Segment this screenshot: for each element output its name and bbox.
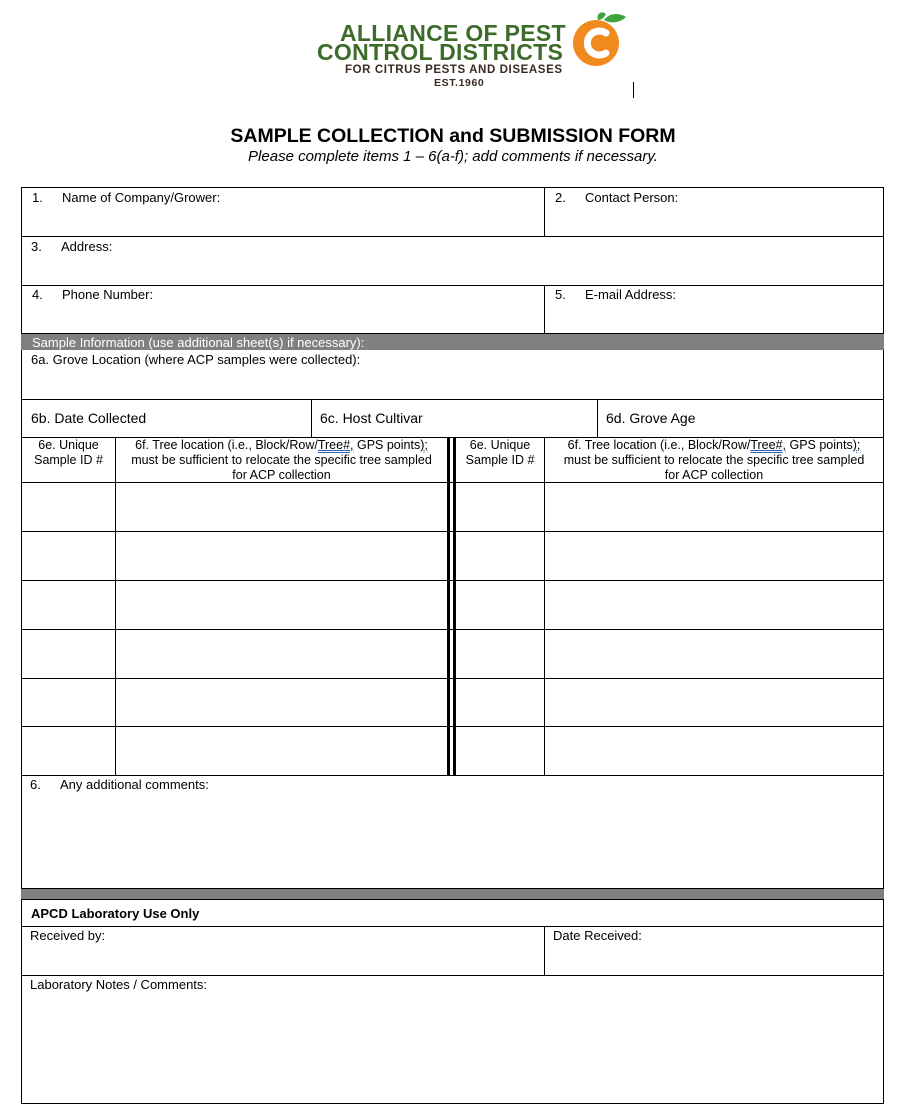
text-cursor <box>633 82 634 98</box>
phone-number-label: Phone Number: <box>62 287 154 302</box>
left-tree-location-cell[interactable] <box>116 532 447 580</box>
logo-established: EST.1960 <box>434 77 485 89</box>
left-tree-location-cell[interactable] <box>116 630 447 678</box>
header-line: 6e. Unique <box>469 438 531 452</box>
logo-text-line1: ALLIANCE OF PEST <box>340 20 566 46</box>
rule <box>21 1103 884 1104</box>
logo-tagline: FOR CITRUS PESTS AND DISEASES <box>345 64 563 76</box>
left-sample-id-cell[interactable] <box>22 679 115 726</box>
host-cultivar-field[interactable] <box>312 400 597 437</box>
header-line: 6e. Unique <box>38 438 99 452</box>
field-number: 5. <box>555 287 566 302</box>
header-line: Sample ID # <box>34 453 103 467</box>
right-sample-id-cell[interactable] <box>456 630 544 678</box>
header-text: GPS points <box>786 438 853 452</box>
additional-comments-label: Any additional comments: <box>60 777 209 792</box>
header-line: for ACP collection <box>232 468 331 482</box>
right-tree-location-cell[interactable] <box>545 532 883 580</box>
left-tree-location-header <box>116 438 447 483</box>
header-text: GPS points <box>353 438 421 452</box>
right-tree-location-cell[interactable] <box>545 630 883 678</box>
date-received-label: Date Received: <box>553 928 642 943</box>
lab-section-heading: APCD Laboratory Use Only <box>31 906 200 921</box>
contact-person-label: Contact Person: <box>585 190 679 205</box>
border-right <box>883 187 884 1104</box>
company-name-label: Name of Company/Grower: <box>62 190 221 205</box>
received-by-label: Received by: <box>30 928 106 943</box>
right-tree-location-cell[interactable] <box>545 581 883 629</box>
email-address-label: E-mail Address: <box>585 287 677 302</box>
right-sample-id-cell[interactable] <box>456 483 544 531</box>
left-sample-id-cell[interactable] <box>22 581 115 629</box>
laboratory-notes-field[interactable] <box>22 976 883 1103</box>
header-line: Sample ID # <box>465 453 535 467</box>
address-label: Address: <box>61 239 113 254</box>
double-divider-left <box>447 437 450 775</box>
received-by-field[interactable] <box>22 927 544 975</box>
field-number: 6. <box>30 777 41 792</box>
right-sample-id-header <box>456 438 544 468</box>
laboratory-notes-label: Laboratory Notes / Comments: <box>30 977 208 992</box>
field-number: 4. <box>32 287 43 302</box>
company-name-field[interactable] <box>22 188 544 236</box>
left-sample-id-cell[interactable] <box>22 532 115 580</box>
right-sample-id-cell[interactable] <box>456 532 544 580</box>
spellcheck-flagged-text: ); <box>420 438 428 452</box>
orange-emblem-icon <box>568 8 632 68</box>
right-tree-location-cell[interactable] <box>545 483 883 531</box>
right-tree-location-cell[interactable] <box>545 679 883 726</box>
spellcheck-flagged-text: Tree#, <box>750 438 787 452</box>
left-tree-location-cell[interactable] <box>116 581 447 629</box>
grove-age-field[interactable] <box>598 400 883 437</box>
header-text: 6f. Tree location (i.e., Block/Row/ <box>135 438 318 452</box>
date-collected-field[interactable] <box>22 400 311 437</box>
left-sample-id-header <box>22 438 115 468</box>
header-line <box>116 438 447 453</box>
date-collected-label: 6b. Date Collected <box>31 410 147 426</box>
field-number: 2. <box>555 190 566 205</box>
field-number: 3. <box>31 239 42 254</box>
right-sample-id-cell[interactable] <box>456 581 544 629</box>
spellcheck-flagged-text: ); <box>852 438 861 452</box>
right-tree-location-header <box>545 438 883 483</box>
left-sample-id-cell[interactable] <box>22 727 115 775</box>
section-bar-divider <box>21 889 884 899</box>
header-line: must be sufficient to relocate the specific tree sampled <box>563 453 865 467</box>
contact-person-field[interactable] <box>545 188 883 236</box>
logo-text-line2: CONTROL DISTRICTS <box>317 39 564 65</box>
right-tree-location-cell[interactable] <box>545 727 883 775</box>
header-text: 6f. Tree location (i.e., Block/Row/ <box>567 438 751 452</box>
field-number: 1. <box>32 190 43 205</box>
header-line: for ACP collection <box>664 468 764 482</box>
grove-location-label: 6a. Grove Location (where ACP samples were collected): <box>31 352 361 367</box>
form-title: SAMPLE COLLECTION and SUBMISSION FORM <box>230 125 676 147</box>
grove-age-label: 6d. Grove Age <box>606 410 696 426</box>
rule <box>21 899 884 900</box>
address-field[interactable] <box>22 237 883 285</box>
header-line <box>545 438 883 453</box>
host-cultivar-label: 6c. Host Cultivar <box>320 410 423 426</box>
phone-number-field[interactable] <box>22 286 544 333</box>
left-tree-location-cell[interactable] <box>116 727 447 775</box>
left-sample-id-cell[interactable] <box>22 630 115 678</box>
additional-comments-field[interactable] <box>22 776 883 888</box>
email-address-field[interactable] <box>545 286 883 333</box>
right-sample-id-cell[interactable] <box>456 679 544 726</box>
date-received-field[interactable] <box>545 927 883 975</box>
spellcheck-flagged-text: Tree#, <box>317 438 354 452</box>
header-line: must be sufficient to relocate the specific tree sampled <box>131 453 432 467</box>
right-sample-id-cell[interactable] <box>456 727 544 775</box>
left-tree-location-cell[interactable] <box>116 679 447 726</box>
form-subtitle: Please complete items 1 – 6(a-f); add comments if necessary. <box>248 148 658 165</box>
grove-location-field[interactable] <box>22 351 883 399</box>
sample-info-section-label: Sample Information (use additional sheet(s) if necessary): <box>32 335 365 350</box>
left-sample-id-cell[interactable] <box>22 483 115 531</box>
left-tree-location-cell[interactable] <box>116 483 447 531</box>
